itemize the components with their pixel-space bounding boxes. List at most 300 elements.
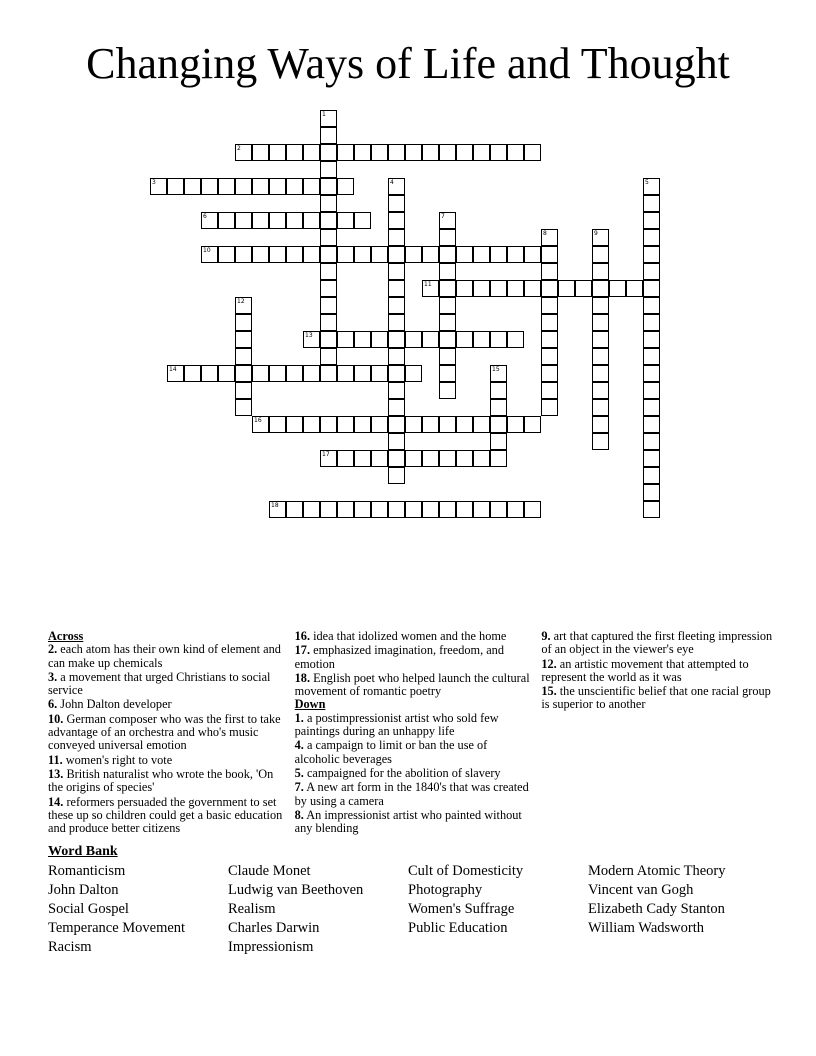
clue-number-label: 4 bbox=[390, 179, 394, 186]
clue-text: women's right to vote bbox=[62, 752, 173, 767]
grid-cell[interactable] bbox=[320, 263, 337, 280]
clue-number: 7. bbox=[294, 780, 304, 795]
grid-cell[interactable] bbox=[235, 348, 252, 365]
clue-text: A new art form in the 1840's that was created by using a camera bbox=[294, 780, 529, 808]
grid-cell[interactable] bbox=[473, 246, 490, 263]
across-clue bbox=[48, 754, 285, 767]
grid-cell[interactable] bbox=[439, 280, 456, 297]
across-clue bbox=[48, 768, 285, 795]
clue-number-label: 10 bbox=[203, 247, 211, 254]
word-bank-item: Claude Monet bbox=[228, 863, 311, 879]
grid-cell[interactable] bbox=[490, 246, 507, 263]
grid-cell[interactable] bbox=[167, 178, 184, 195]
grid-cell[interactable] bbox=[592, 348, 609, 365]
grid-cell[interactable] bbox=[422, 501, 439, 518]
grid-cell[interactable] bbox=[490, 450, 507, 467]
down-clue bbox=[541, 658, 778, 685]
grid-cell[interactable] bbox=[592, 331, 609, 348]
down-clue bbox=[295, 767, 532, 780]
grid-cell[interactable] bbox=[507, 331, 524, 348]
grid-cell[interactable] bbox=[524, 144, 541, 161]
grid-cell[interactable] bbox=[422, 416, 439, 433]
grid-cell[interactable] bbox=[422, 144, 439, 161]
grid-cell[interactable] bbox=[388, 212, 405, 229]
grid-cell[interactable] bbox=[320, 501, 337, 518]
grid-cell[interactable] bbox=[507, 246, 524, 263]
grid-cell[interactable] bbox=[371, 501, 388, 518]
grid-cell[interactable] bbox=[286, 416, 303, 433]
grid-cell[interactable] bbox=[490, 416, 507, 433]
grid-cell[interactable] bbox=[524, 416, 541, 433]
grid-cell[interactable] bbox=[235, 382, 252, 399]
grid-cell[interactable] bbox=[235, 246, 252, 263]
grid-cell[interactable] bbox=[354, 246, 371, 263]
clue-number: 17. bbox=[294, 643, 311, 658]
clue-text: German composer who was the first to take advantage of an orchestra and who's music conveyed universal emotion bbox=[48, 711, 281, 753]
word-bank-item: Realism bbox=[228, 901, 276, 917]
grid-cell[interactable] bbox=[303, 416, 320, 433]
grid-cell[interactable] bbox=[609, 280, 626, 297]
grid-cell[interactable] bbox=[201, 178, 218, 195]
clue-text: English poet who helped launch the cultural movement of romantic poetry bbox=[294, 670, 530, 699]
grid-cell[interactable] bbox=[252, 365, 269, 382]
grid-cell[interactable] bbox=[388, 467, 405, 484]
grid-cell[interactable] bbox=[354, 365, 371, 382]
clue-number: 12. bbox=[541, 656, 557, 671]
clue-number-label: 5 bbox=[645, 179, 649, 186]
grid-cell[interactable] bbox=[541, 263, 558, 280]
clue-text: each atom has their own kind of element and can make up chemicals bbox=[48, 642, 281, 670]
grid-cell[interactable] bbox=[490, 501, 507, 518]
grid-cell[interactable] bbox=[337, 501, 354, 518]
clue-number-label: 13 bbox=[305, 332, 313, 339]
grid-cell[interactable] bbox=[252, 212, 269, 229]
grid-cell[interactable] bbox=[320, 195, 337, 212]
grid-cell[interactable] bbox=[473, 501, 490, 518]
grid-cell[interactable] bbox=[643, 501, 660, 518]
grid-cell[interactable] bbox=[643, 382, 660, 399]
grid-cell[interactable] bbox=[388, 416, 405, 433]
clue-text: idea that idolized women and the home bbox=[310, 629, 507, 643]
grid-cell[interactable] bbox=[218, 365, 235, 382]
grid-cell[interactable] bbox=[643, 297, 660, 314]
grid-cell[interactable] bbox=[388, 433, 405, 450]
grid-cell[interactable] bbox=[354, 331, 371, 348]
clue-number: 16. bbox=[294, 629, 311, 643]
word-bank-item: Photography bbox=[408, 882, 483, 898]
grid-cell[interactable] bbox=[473, 331, 490, 348]
grid-cell[interactable] bbox=[473, 416, 490, 433]
grid-cell[interactable] bbox=[592, 280, 609, 297]
grid-cell[interactable] bbox=[473, 280, 490, 297]
grid-cell[interactable] bbox=[592, 314, 609, 331]
grid-cell[interactable] bbox=[405, 416, 422, 433]
word-bank-item: Charles Darwin bbox=[228, 920, 320, 936]
grid-cell[interactable] bbox=[439, 416, 456, 433]
grid-cell[interactable] bbox=[439, 501, 456, 518]
grid-cell[interactable] bbox=[643, 246, 660, 263]
grid-cell[interactable] bbox=[303, 246, 320, 263]
grid-cell[interactable] bbox=[252, 178, 269, 195]
grid-cell[interactable] bbox=[286, 246, 303, 263]
grid-cell[interactable] bbox=[337, 212, 354, 229]
grid-cell[interactable] bbox=[439, 382, 456, 399]
grid-cell[interactable] bbox=[320, 416, 337, 433]
grid-cell[interactable] bbox=[337, 178, 354, 195]
grid-cell[interactable] bbox=[643, 280, 660, 297]
clue-number-label: 15 bbox=[492, 366, 500, 373]
word-bank-item: Cult of Domesticity bbox=[408, 863, 524, 879]
word-bank-item: Temperance Movement bbox=[48, 920, 186, 936]
grid-cell[interactable] bbox=[388, 229, 405, 246]
grid-cell[interactable] bbox=[269, 212, 286, 229]
across-clue bbox=[295, 630, 532, 643]
grid-cell[interactable] bbox=[184, 178, 201, 195]
grid-cell[interactable] bbox=[388, 365, 405, 382]
down-clue bbox=[295, 781, 532, 808]
grid-cell[interactable] bbox=[320, 161, 337, 178]
grid-cell[interactable] bbox=[643, 263, 660, 280]
grid-cell[interactable] bbox=[337, 246, 354, 263]
clue-text: British naturalist who wrote the book, 'On the origins of species' bbox=[48, 766, 274, 795]
clue-number-label: 1 bbox=[322, 111, 326, 118]
clue-text: emphasized imagination, freedom, and emotion bbox=[294, 643, 504, 671]
grid-cell[interactable] bbox=[269, 246, 286, 263]
grid-cell[interactable] bbox=[456, 450, 473, 467]
grid-cell[interactable] bbox=[456, 331, 473, 348]
down-clue bbox=[295, 809, 532, 836]
grid-cell[interactable] bbox=[303, 501, 320, 518]
grid-cell[interactable] bbox=[354, 450, 371, 467]
grid-cell[interactable] bbox=[490, 280, 507, 297]
grid-cell[interactable] bbox=[218, 178, 235, 195]
grid-cell[interactable] bbox=[405, 365, 422, 382]
grid-cell[interactable] bbox=[388, 195, 405, 212]
down-clue bbox=[541, 630, 778, 657]
grid-cell[interactable] bbox=[354, 501, 371, 518]
grid-cell[interactable] bbox=[541, 331, 558, 348]
grid-cell[interactable] bbox=[371, 365, 388, 382]
grid-cell[interactable] bbox=[439, 348, 456, 365]
grid-cell[interactable] bbox=[405, 501, 422, 518]
grid-cell[interactable] bbox=[456, 501, 473, 518]
grid-cell[interactable] bbox=[643, 314, 660, 331]
grid-cell[interactable] bbox=[405, 144, 422, 161]
grid-cell[interactable] bbox=[422, 450, 439, 467]
grid-cell[interactable] bbox=[422, 246, 439, 263]
grid-cell[interactable] bbox=[252, 246, 269, 263]
clue-text: art that captured the first fleeting impression of an object in the viewer's eye bbox=[541, 629, 773, 657]
grid-cell[interactable] bbox=[388, 280, 405, 297]
clue-number: 5. bbox=[294, 765, 304, 780]
grid-cell[interactable] bbox=[592, 297, 609, 314]
grid-cell[interactable] bbox=[524, 501, 541, 518]
clue-text: John Dalton developer bbox=[57, 697, 172, 712]
grid-cell[interactable] bbox=[643, 195, 660, 212]
grid-cell[interactable] bbox=[524, 246, 541, 263]
across-clue bbox=[48, 713, 285, 753]
grid-cell[interactable] bbox=[507, 280, 524, 297]
word-bank-title: Word Bank bbox=[48, 844, 118, 859]
grid-cell[interactable] bbox=[337, 416, 354, 433]
word-bank-item: Vincent van Gogh bbox=[588, 882, 694, 898]
grid-cell[interactable] bbox=[643, 484, 660, 501]
grid-cell[interactable] bbox=[490, 382, 507, 399]
clue-number: 1. bbox=[294, 710, 304, 725]
grid-cell[interactable] bbox=[286, 144, 303, 161]
across-clue bbox=[48, 643, 285, 670]
grid-cell[interactable] bbox=[507, 501, 524, 518]
clue-number: 11. bbox=[48, 752, 63, 767]
clue-number-label: 14 bbox=[169, 366, 177, 373]
grid-cell[interactable] bbox=[541, 246, 558, 263]
grid-cell[interactable] bbox=[388, 348, 405, 365]
grid-cell[interactable] bbox=[558, 280, 575, 297]
grid-cell[interactable] bbox=[235, 314, 252, 331]
grid-cell[interactable] bbox=[507, 144, 524, 161]
word-bank-item: Women's Suffrage bbox=[408, 901, 515, 917]
grid-cell[interactable] bbox=[405, 331, 422, 348]
grid-cell[interactable] bbox=[269, 178, 286, 195]
grid-cell[interactable] bbox=[354, 212, 371, 229]
down-clue bbox=[541, 685, 778, 712]
clue-number: 3. bbox=[48, 669, 58, 684]
grid-cell[interactable] bbox=[184, 365, 201, 382]
clue-number-label: 3 bbox=[152, 179, 156, 186]
grid-cell[interactable] bbox=[456, 144, 473, 161]
grid-cell[interactable] bbox=[626, 280, 643, 297]
word-bank-item: Racism bbox=[48, 939, 92, 955]
grid-cell[interactable] bbox=[218, 212, 235, 229]
grid-cell[interactable] bbox=[320, 297, 337, 314]
clue-number-label: 11 bbox=[424, 281, 432, 288]
down-clue bbox=[295, 712, 532, 739]
word-bank-item: Romanticism bbox=[48, 863, 126, 879]
grid-cell[interactable] bbox=[405, 246, 422, 263]
grid-cell[interactable] bbox=[303, 212, 320, 229]
grid-cell[interactable] bbox=[269, 144, 286, 161]
clue-text: an artistic movement that attempted to represent the world as it was bbox=[541, 656, 749, 684]
grid-cell[interactable] bbox=[473, 450, 490, 467]
grid-cell[interactable] bbox=[320, 127, 337, 144]
grid-cell[interactable] bbox=[541, 348, 558, 365]
grid-cell[interactable] bbox=[354, 416, 371, 433]
word-bank-item: John Dalton bbox=[48, 882, 119, 898]
grid-cell[interactable] bbox=[337, 450, 354, 467]
grid-cell[interactable] bbox=[592, 246, 609, 263]
grid-cell[interactable] bbox=[643, 212, 660, 229]
grid-cell[interactable] bbox=[371, 246, 388, 263]
grid-cell[interactable] bbox=[354, 144, 371, 161]
grid-cell[interactable] bbox=[439, 297, 456, 314]
grid-cell[interactable] bbox=[320, 280, 337, 297]
grid-cell[interactable] bbox=[303, 144, 320, 161]
clue-number-label: 7 bbox=[441, 213, 445, 220]
grid-cell[interactable] bbox=[388, 399, 405, 416]
across-clue bbox=[48, 698, 285, 711]
grid-cell[interactable] bbox=[643, 229, 660, 246]
grid-cell[interactable] bbox=[592, 433, 609, 450]
grid-cell[interactable] bbox=[541, 314, 558, 331]
grid-cell[interactable] bbox=[286, 178, 303, 195]
grid-cell[interactable] bbox=[235, 365, 252, 382]
grid-cell[interactable] bbox=[286, 365, 303, 382]
grid-cell[interactable] bbox=[541, 297, 558, 314]
grid-cell[interactable] bbox=[320, 331, 337, 348]
grid-cell[interactable] bbox=[643, 416, 660, 433]
grid-cell[interactable] bbox=[388, 144, 405, 161]
grid-cell[interactable] bbox=[439, 229, 456, 246]
word-bank-item: Elizabeth Cady Stanton bbox=[588, 901, 725, 917]
grid-cell[interactable] bbox=[371, 331, 388, 348]
grid-cell[interactable] bbox=[388, 246, 405, 263]
grid-cell[interactable] bbox=[235, 399, 252, 416]
grid-cell[interactable] bbox=[320, 348, 337, 365]
grid-cell[interactable] bbox=[456, 416, 473, 433]
grid-cell[interactable] bbox=[439, 246, 456, 263]
grid-cell[interactable] bbox=[388, 450, 405, 467]
word-bank-item: Ludwig van Beethoven bbox=[228, 882, 364, 898]
grid-cell[interactable] bbox=[320, 246, 337, 263]
across-clue bbox=[48, 671, 285, 698]
clue-number-label: 8 bbox=[543, 230, 547, 237]
clue-number: 15. bbox=[541, 684, 557, 699]
grid-cell[interactable] bbox=[201, 365, 218, 382]
across-heading: Across bbox=[48, 629, 84, 643]
grid-cell[interactable] bbox=[337, 365, 354, 382]
across-clue bbox=[295, 644, 532, 671]
grid-cell[interactable] bbox=[439, 263, 456, 280]
clue-number: 13. bbox=[48, 766, 64, 781]
grid-cell[interactable] bbox=[235, 331, 252, 348]
clue-number: 8. bbox=[294, 807, 304, 822]
clue-text: reformers persuaded the government to set these up so children could get a basic education and produce better citizens bbox=[48, 794, 283, 836]
grid-cell[interactable] bbox=[320, 314, 337, 331]
grid-cell[interactable] bbox=[643, 467, 660, 484]
clue-text: campaigned for the abolition of slavery bbox=[303, 765, 501, 780]
grid-cell[interactable] bbox=[541, 365, 558, 382]
grid-cell[interactable] bbox=[286, 501, 303, 518]
clue-number: 2. bbox=[48, 642, 58, 657]
grid-cell[interactable] bbox=[388, 382, 405, 399]
grid-cell[interactable] bbox=[643, 450, 660, 467]
grid-cell[interactable] bbox=[320, 365, 337, 382]
clue-number: 18. bbox=[294, 670, 311, 685]
down-heading: Down bbox=[294, 697, 326, 712]
grid-cell[interactable] bbox=[405, 450, 422, 467]
grid-cell[interactable] bbox=[575, 280, 592, 297]
grid-cell[interactable] bbox=[490, 399, 507, 416]
grid-cell[interactable] bbox=[320, 229, 337, 246]
clue-text: An impressionist artist who painted without any blending bbox=[294, 807, 522, 836]
clue-number: 14. bbox=[48, 794, 64, 809]
grid-cell[interactable] bbox=[371, 416, 388, 433]
clue-number-label: 9 bbox=[594, 230, 598, 237]
grid-cell[interactable] bbox=[303, 365, 320, 382]
grid-cell[interactable] bbox=[456, 246, 473, 263]
grid-cell[interactable] bbox=[456, 280, 473, 297]
clue-number: 10. bbox=[48, 711, 64, 726]
grid-cell[interactable] bbox=[507, 416, 524, 433]
grid-cell[interactable] bbox=[643, 331, 660, 348]
grid-cell[interactable] bbox=[439, 450, 456, 467]
grid-cell[interactable] bbox=[643, 399, 660, 416]
grid-cell[interactable] bbox=[439, 365, 456, 382]
grid-cell[interactable] bbox=[422, 331, 439, 348]
clue-text: a postimpressionist artist who sold few paintings during an unhappy life bbox=[294, 710, 499, 739]
clue-number-label: 18 bbox=[271, 502, 279, 509]
grid-cell[interactable] bbox=[643, 348, 660, 365]
grid-cell[interactable] bbox=[235, 178, 252, 195]
grid-cell[interactable] bbox=[371, 450, 388, 467]
grid-cell[interactable] bbox=[592, 382, 609, 399]
grid-cell[interactable] bbox=[490, 144, 507, 161]
grid-cell[interactable] bbox=[269, 416, 286, 433]
clue-number-label: 17 bbox=[322, 451, 330, 458]
grid-cell[interactable] bbox=[286, 212, 303, 229]
grid-cell[interactable] bbox=[320, 144, 337, 161]
clue-number: 4. bbox=[294, 738, 304, 753]
word-bank-item: Impressionism bbox=[228, 939, 314, 955]
grid-cell[interactable] bbox=[320, 178, 337, 195]
grid-cell[interactable] bbox=[592, 399, 609, 416]
grid-cell[interactable] bbox=[303, 178, 320, 195]
word-bank-item: William Wadsworth bbox=[588, 920, 704, 936]
grid-cell[interactable] bbox=[541, 382, 558, 399]
grid-cell[interactable] bbox=[490, 433, 507, 450]
grid-cell[interactable] bbox=[541, 399, 558, 416]
grid-cell[interactable] bbox=[473, 144, 490, 161]
grid-cell[interactable] bbox=[388, 331, 405, 348]
clue-number-label: 16 bbox=[254, 417, 262, 424]
grid-cell[interactable] bbox=[337, 144, 354, 161]
grid-cell[interactable] bbox=[439, 331, 456, 348]
grid-cell[interactable] bbox=[388, 501, 405, 518]
grid-cell[interactable] bbox=[269, 365, 286, 382]
clue-list bbox=[48, 630, 778, 840]
grid-cell[interactable] bbox=[320, 212, 337, 229]
grid-cell[interactable] bbox=[218, 246, 235, 263]
grid-cell[interactable] bbox=[439, 144, 456, 161]
grid-cell[interactable] bbox=[252, 144, 269, 161]
grid-cell[interactable] bbox=[337, 331, 354, 348]
across-clue bbox=[295, 672, 532, 699]
grid-cell[interactable] bbox=[235, 212, 252, 229]
clue-number-label: 6 bbox=[203, 213, 207, 220]
grid-cell[interactable] bbox=[541, 280, 558, 297]
grid-cell[interactable] bbox=[388, 314, 405, 331]
clue-text: a movement that urged Christians to social service bbox=[48, 669, 271, 698]
clue-number-label: 2 bbox=[237, 145, 241, 152]
grid-cell[interactable] bbox=[388, 263, 405, 280]
across-clue bbox=[48, 796, 285, 836]
word-bank-item: Modern Atomic Theory bbox=[588, 863, 726, 879]
grid-cell[interactable] bbox=[592, 365, 609, 382]
grid-cell[interactable] bbox=[439, 314, 456, 331]
grid-cell[interactable] bbox=[371, 144, 388, 161]
clue-text: a campaign to limit or ban the use of alcoholic beverages bbox=[294, 738, 488, 766]
word-bank-item: Social Gospel bbox=[48, 901, 129, 917]
grid-cell[interactable] bbox=[592, 263, 609, 280]
grid-cell[interactable] bbox=[388, 297, 405, 314]
grid-cell[interactable] bbox=[643, 433, 660, 450]
clue-number: 9. bbox=[541, 629, 551, 643]
grid-cell[interactable] bbox=[592, 416, 609, 433]
grid-cell[interactable] bbox=[524, 280, 541, 297]
word-bank-item: Public Education bbox=[408, 920, 508, 936]
grid-cell[interactable] bbox=[643, 365, 660, 382]
grid-cell[interactable] bbox=[490, 331, 507, 348]
